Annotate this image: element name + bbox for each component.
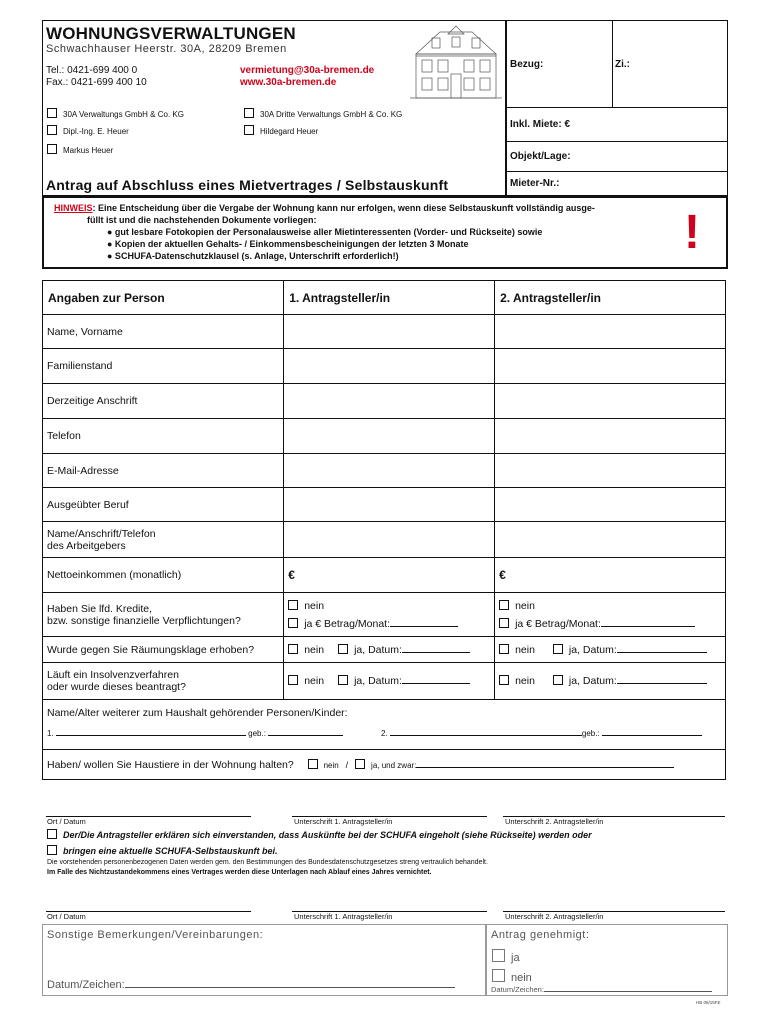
applicant-2-field[interactable] (495, 419, 726, 454)
form-code: HB 06/15FE (696, 1000, 721, 1005)
privacy-note-2: Im Falle des Nichtzustandekommens eines Vertrages werden diese Unterlagen nach Ablauf eines Jahres vernichtet. (47, 869, 432, 876)
bezug-label: Bezug: (510, 59, 544, 70)
table-row (43, 384, 726, 419)
applicant-2-field[interactable] (495, 349, 726, 384)
checkbox[interactable] (499, 600, 509, 610)
checkbox[interactable] (338, 644, 348, 654)
checkbox[interactable] (492, 949, 505, 962)
ort-datum-label: Ort / Datum (47, 817, 86, 826)
signature-1-label: Unterschrift 1. Antragsteller/in (294, 817, 393, 826)
checkbox[interactable] (288, 644, 298, 654)
row-label: Läuft ein Insolvenzverfahren oder wurde dieses beantragt? (43, 663, 284, 700)
applicant-1-field[interactable] (284, 419, 495, 454)
household-label: Name/Alter weiterer zum Haushalt gehörender Personen/Kinder: (47, 707, 348, 719)
amount-input-line[interactable] (390, 626, 458, 627)
checkbox[interactable] (47, 829, 57, 839)
row-label: E-Mail-Adresse (43, 454, 284, 488)
checkbox[interactable] (288, 675, 298, 685)
row-label: Nettoeinkommen (monatlich) (43, 558, 284, 593)
date-input-line[interactable] (402, 652, 470, 653)
checkbox[interactable] (288, 600, 298, 610)
table-row (43, 522, 726, 558)
checkbox[interactable] (47, 108, 57, 118)
row-label: Derzeitige Anschrift (43, 384, 284, 419)
applicant-1-field[interactable] (284, 315, 495, 349)
checkbox[interactable] (499, 675, 509, 685)
checkbox[interactable] (338, 675, 348, 685)
table-header-row (43, 281, 726, 315)
applicant-1-income[interactable]: € (284, 558, 495, 593)
checkbox[interactable] (499, 644, 509, 654)
date-input-line[interactable] (617, 652, 707, 653)
table-row (43, 663, 726, 700)
checkbox[interactable] (47, 144, 57, 154)
table-row (43, 315, 726, 349)
row-label: Name/Anschrift/Telefon des Arbeitgebers (43, 522, 284, 558)
table-row (43, 558, 726, 593)
notice-box (42, 196, 728, 269)
ort-datum-label: Ort / Datum (47, 912, 86, 921)
household-person-2: 2. geb.: (381, 729, 702, 738)
notice-line-1: HINWEIS: Eine Entscheidung über die Vergabe der Wohnung kann nur erfolgen, wenn diese Selbstauskunft vollständig ausge- (54, 203, 595, 213)
zi-label: Zi.: (615, 59, 630, 70)
checkbox[interactable] (492, 969, 505, 982)
checkbox[interactable] (553, 644, 563, 654)
applicant-2-field[interactable] (495, 522, 726, 558)
applicant-1-field[interactable] (284, 522, 495, 558)
approval-yes[interactable]: ja (492, 949, 520, 964)
company-website[interactable]: www.30a-bremen.de (240, 77, 337, 88)
row-label: Wurde gegen Sie Räumungsklage erhoben? (43, 637, 284, 663)
company-address: Schwachhauser Heerstr. 30A, 28209 Bremen (46, 43, 287, 55)
table-header: 1. Antragsteller/in (284, 281, 495, 315)
person-input-line[interactable] (56, 735, 246, 736)
table-header: Angaben zur Person (43, 281, 284, 315)
applicant-2-raeumung: nein ja, Datum: (495, 637, 726, 663)
applicant-table (42, 280, 726, 780)
person-input-line[interactable] (390, 735, 582, 736)
checkbox[interactable] (355, 759, 365, 769)
row-label: Haben Sie lfd. Kredite, bzw. sonstige finanzielle Verpflichtungen? (43, 593, 284, 637)
owner-option-5[interactable]: Markus Heuer (47, 144, 113, 155)
owner-option-2[interactable]: 30A Dritte Verwaltungs GmbH & Co. KG (244, 108, 402, 119)
approval-label: Antrag genehmigt: (491, 929, 590, 941)
schufa-self-report: bringen eine aktuelle SCHUFA-Selbstauskunft bei. (47, 845, 278, 856)
mieter-nr-field[interactable]: Mieter-Nr.: (510, 178, 560, 189)
owner-option-1[interactable]: 30A Verwaltungs GmbH & Co. KG (47, 108, 184, 119)
privacy-note-1: Die vorstehenden personenbezogenen Daten werden gem. den Bestimmungen des Bundesdatenschutzgesetzes streng vertraulich behandelt. (47, 859, 488, 866)
approval-no[interactable]: nein (492, 969, 532, 984)
miete-field[interactable]: Inkl. Miete: € (505, 108, 728, 142)
checkbox[interactable] (553, 675, 563, 685)
table-row (43, 637, 726, 663)
table-row (43, 593, 726, 637)
birthdate-input-line[interactable] (268, 735, 343, 736)
owner-option-3[interactable]: Dipl.-Ing. E. Heuer (47, 125, 129, 136)
signature-1-label: Unterschrift 1. Antragsteller/in (294, 912, 393, 921)
pets-input-line[interactable] (416, 767, 674, 768)
row-label: Ausgeübter Beruf (43, 488, 284, 522)
row-label: Name, Vorname (43, 315, 284, 349)
checkbox[interactable] (499, 618, 509, 628)
notice-label: HINWEIS (54, 203, 93, 213)
pets-question: Haben/ wollen Sie Haustiere in der Wohnung halten? (47, 758, 294, 771)
applicant-1-insolvenz: nein ja, Datum: (284, 663, 495, 700)
checkbox[interactable] (47, 845, 57, 855)
notice-bullet-3: ● SCHUFA-Datenschutzklausel (s. Anlage, Unterschrift erforderlich!) (107, 251, 399, 261)
applicant-2-field[interactable] (495, 454, 726, 488)
approval-box (486, 924, 728, 996)
row-label: Telefon (43, 419, 284, 454)
checkbox[interactable] (288, 618, 298, 628)
applicant-2-field[interactable] (495, 315, 726, 349)
applicant-2-field[interactable] (495, 488, 726, 522)
remarks-box[interactable] (42, 924, 486, 996)
schufa-consent: Der/Die Antragsteller erklären sich einverstanden, dass Auskünfte bei der SCHUFA eingeholt (siehe Rückseite) werden oder (47, 829, 592, 840)
table-row (43, 419, 726, 454)
applicant-2-income[interactable]: € (495, 558, 726, 593)
date-input-line[interactable] (617, 683, 707, 684)
signature-2-label: Unterschrift 2. Antragsteller/in (505, 817, 604, 826)
approval-date: Datum/Zeichen: (491, 985, 712, 994)
building-logo-icon (410, 24, 502, 102)
company-name: WOHNUNGSVERWALTUNGEN (46, 24, 296, 43)
table-row (43, 349, 726, 384)
applicant-1-credit: nein ja € Betrag/Monat: (284, 593, 495, 637)
form-title: Antrag auf Abschluss eines Mietvertrages / Selbstauskunft (46, 177, 449, 193)
applicant-2-field[interactable] (495, 384, 726, 419)
applicant-1-field[interactable] (284, 488, 495, 522)
company-email[interactable]: vermietung@30a-bremen.de (240, 65, 375, 76)
applicant-2-credit: nein ja € Betrag/Monat: (495, 593, 726, 637)
date-input-line[interactable] (402, 683, 470, 684)
pets-row: Haben/ wollen Sie Haustiere in der Wohnung halten? nein / ja, und zwar: (43, 750, 726, 780)
checkbox[interactable] (47, 125, 57, 135)
row-label: Familienstand (43, 349, 284, 384)
applicant-1-field[interactable] (284, 454, 495, 488)
table-header: 2. Antragsteller/in (495, 281, 726, 315)
exclamation-icon: ! (684, 206, 700, 259)
table-row (43, 488, 726, 522)
amount-input-line[interactable] (601, 626, 695, 627)
objekt-field[interactable]: Objekt/Lage: (505, 142, 728, 172)
notice-bullet-2: ● Kopien der aktuellen Gehalts- / Einkommensbescheinigungen der letzten 3 Monate (107, 239, 469, 249)
remarks-label: Sonstige Bemerkungen/Vereinbarungen: (47, 929, 264, 941)
checkbox[interactable] (244, 108, 254, 118)
owner-option-4[interactable]: Hildegard Heuer (244, 125, 318, 136)
checkbox[interactable] (308, 759, 318, 769)
notice-bullet-1: ● gut lesbare Fotokopien der Personalausweise aller Mietinteressenten (Vorder- und Rückseite) sowie (107, 227, 543, 237)
date-input-line[interactable] (544, 991, 712, 992)
bezug-zi-divider (612, 20, 613, 108)
applicant-2-insolvenz: nein ja, Datum: (495, 663, 726, 700)
company-tel: Tel.: 0421-699 400 0 (46, 65, 138, 76)
notice-line-2: füllt ist und die nachstehenden Dokumente vorliegen: (87, 215, 317, 225)
bezug-cell[interactable] (505, 20, 728, 108)
applicant-1-field[interactable] (284, 384, 495, 419)
household-person-1: 1. geb.: (47, 729, 343, 738)
birthdate-input-line[interactable] (602, 735, 702, 736)
signature-2-label: Unterschrift 2. Antragsteller/in (505, 912, 604, 921)
table-row (43, 454, 726, 488)
company-fax: Fax.: 0421-699 400 10 (46, 77, 147, 88)
household-row (43, 700, 726, 750)
date-input-line[interactable] (125, 987, 455, 988)
checkbox[interactable] (244, 125, 254, 135)
applicant-1-raeumung: nein ja, Datum: (284, 637, 495, 663)
remarks-date: Datum/Zeichen: (47, 979, 455, 991)
applicant-1-field[interactable] (284, 349, 495, 384)
